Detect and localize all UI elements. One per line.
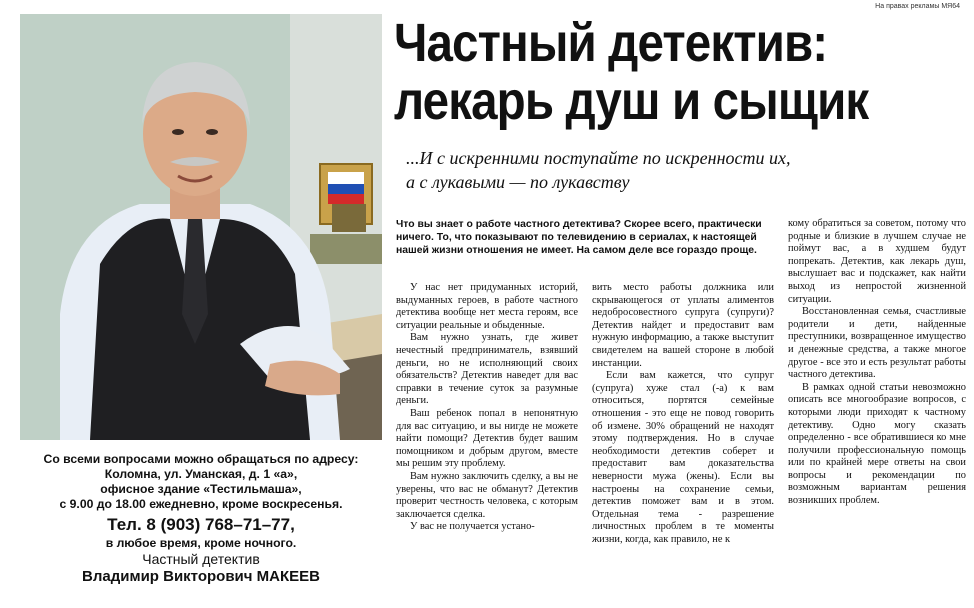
ad-disclaimer: На правах рекламы МЯ64 xyxy=(875,3,960,10)
paragraph: Ваш ребенок попал в непонятную для вас ситуацию, и вы нигде не можете найти помощи? Детектив будет вашим помощником и добрым другом, вместе мы решим эту проблему. xyxy=(396,407,578,470)
paragraph: кому обратиться за советом, потому что родные и близкие в лучшем случае не поймут вас, а в худшем будут попрекать. Детектив, как лекарь душ, выслушает вас и подскажет, как найти выход из непростой жизненной ситуации. xyxy=(788,218,966,305)
contact-title: Частный детектив xyxy=(142,551,260,567)
contact-building: офисное здание «Тестильмаша», xyxy=(100,482,302,496)
lead-paragraph: Что вы знает о работе частного детектива? Скорее всего, практически ничего. То, что показывают по телевидению в сериалах, к настоящей нашей жизни отношения не имеет. На самом деле все гораздо проще. xyxy=(396,219,762,257)
paragraph: вить место работы должника или скрывающегося от уплаты алиментов недобросовестного супруга (супруги)? Детектив найдет и предоставит вам нужную информацию, а также выступит свидетелем на вашей стороне в любой инстанции. xyxy=(592,282,774,369)
headline xyxy=(394,14,896,130)
paragraph: У вас не получается устано- xyxy=(410,521,535,533)
contact-line-1: Со всеми вопросами можно обращаться по адресу: xyxy=(43,452,359,466)
paragraph: В рамках одной статьи невозможно описать все многообразие вопросов, с которыми люди приходят к частному детективу. Одно могу сказать определенно - все обратившиеся ко мне получили профессиональную помощь или по крайней мере ответы на свои вопросы и рекомендации по возможным вариантам решения возникших проблем. xyxy=(788,381,966,507)
article-column-1 xyxy=(396,282,578,534)
epigraph-line-1: ...И с искренними поступайте по искренности их, xyxy=(406,148,791,168)
portrait-photo xyxy=(20,14,382,440)
epigraph xyxy=(406,146,966,194)
contact-block xyxy=(20,452,382,586)
epigraph-line-2: а с лукавыми — по лукавству xyxy=(406,172,630,192)
contact-hours: с 9.00 до 18.00 ежедневно, кроме воскресенья. xyxy=(59,497,343,511)
headline-line-1: Частный детектив: xyxy=(394,13,828,73)
paragraph: Вам нужно заключить сделку, а вы не уверены, что вас не обманут? Детектив проверит честность человека, с которым заключается сделка. xyxy=(396,470,578,520)
paragraph: Восстановленная семья, счастливые родители и дети, найденные преступники, возвращенное имущество и денежные средства, а также многое другое - все это и есть результат работы частного детектива. xyxy=(788,306,966,381)
paragraph: Вам нужно узнать, где живет нечестный предприниматель, взявший деньги, но не исполняющий своих обязательств? Детектив наведет для вас справки в течение суток за разумные деньги. xyxy=(396,332,578,407)
flag-stripe-white xyxy=(328,172,364,184)
contact-phone: Тел. 8 (903) 768–71–77, xyxy=(107,515,295,534)
contact-address: Коломна, ул. Уманская, д. 1 «а», xyxy=(104,467,298,481)
contact-availability: в любое время, кроме ночного. xyxy=(105,536,297,550)
article-column-3 xyxy=(788,218,966,508)
paragraph: Если вам кажется, что супруг (супруга) хуже стал (-а) к вам относиться, портятся семейные отношения - это еще не повод говорить об измене. 30% обращений не находят этому подтверждения. Но в случае необходимости детектив соберет и предоставит вам доказательства неверности мужа (жены). Если вы настроены на сохранение семьи, детектив поможет вам и в этом. Отдельная тема - разрешение личностных проблем в те моменты жизни, когда, как правило, не к xyxy=(592,370,774,545)
flag-stripe-blue xyxy=(328,184,364,194)
contact-name: Владимир Викторович МАКЕЕВ xyxy=(82,568,320,585)
article-column-2 xyxy=(592,282,774,546)
flag-stripe-red xyxy=(328,194,364,204)
paragraph: У нас нет придуманных историй, выдуманных героев, в работе частного детектива вообще нет места героям, все ситуации реальные и обыденные. xyxy=(396,282,578,331)
headline-line-2: лекарь душ и сыщик xyxy=(394,71,869,131)
